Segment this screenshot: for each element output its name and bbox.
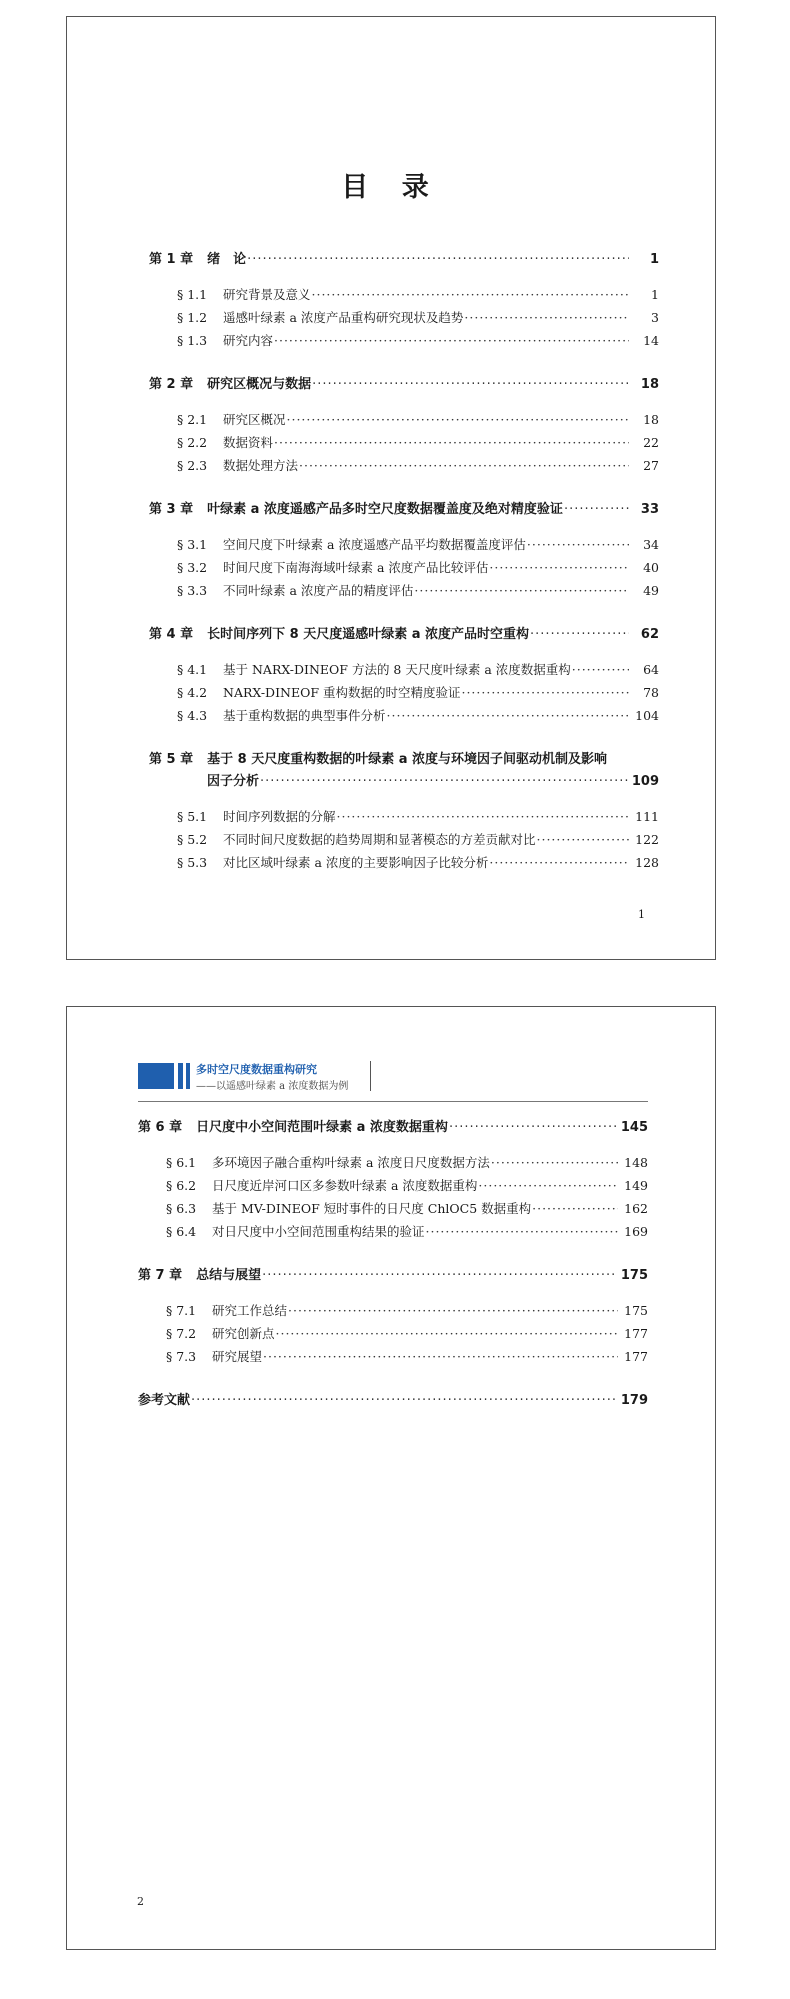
leader-dots (530, 624, 629, 646)
section-number: § 1.2 (177, 310, 208, 325)
section-number: § 4.1 (177, 662, 208, 677)
leader-dots (312, 283, 629, 306)
leader-dots (288, 1299, 618, 1322)
leader-dots (260, 771, 628, 793)
chapter-entry[interactable] (138, 1265, 648, 1287)
references-page: 179 (620, 1393, 648, 1408)
chapter-title: 长时间序列下 8 天尺度遥感叶绿素 a 浓度产品时空重构 (207, 627, 530, 642)
section-page: 122 (635, 832, 659, 847)
leader-dots (263, 1345, 618, 1368)
leader-dots (262, 1265, 617, 1287)
leader-dots (387, 704, 629, 727)
chapter-entry[interactable] (149, 749, 659, 793)
section-title: 研究背景及意义 (223, 287, 311, 302)
section-page: 1 (651, 287, 659, 302)
section-entry[interactable] (149, 408, 659, 431)
leader-dots (491, 1151, 618, 1174)
section-entry[interactable] (138, 1345, 648, 1368)
section-entry[interactable] (138, 1151, 648, 1174)
section-entry[interactable] (149, 306, 659, 329)
section-number: § 2.1 (177, 412, 208, 427)
section-page: 14 (643, 333, 659, 348)
section-page: 3 (651, 310, 659, 325)
section-entry[interactable] (149, 851, 659, 874)
section-entry[interactable] (149, 329, 659, 352)
section-page: 40 (643, 560, 659, 575)
chapter-number: 第 6 章 (138, 1120, 183, 1135)
toc-page-2 (66, 1006, 716, 1950)
section-page: 162 (624, 1201, 648, 1216)
chapter-entry[interactable] (149, 374, 659, 396)
header-book-subtitle: ——以遥感叶绿素 a 浓度数据为例 (196, 1081, 349, 1092)
section-number: § 5.3 (177, 855, 208, 870)
running-header (138, 1059, 648, 1109)
section-title: 对日尺度中小空间范围重构结果的验证 (212, 1224, 425, 1239)
section-number: § 7.1 (166, 1303, 197, 1318)
chapter-page: 18 (640, 377, 659, 392)
section-title: 基于 NARX-DINEOF 方法的 8 天尺度叶绿素 a 浓度数据重构 (223, 662, 571, 677)
leader-dots (564, 499, 629, 521)
section-title: 研究展望 (212, 1349, 263, 1364)
leader-dots (449, 1117, 617, 1139)
toc-list (149, 249, 659, 874)
leader-dots (461, 681, 629, 704)
chapter-page: 175 (620, 1268, 648, 1283)
chapter-number: 第 3 章 (149, 502, 194, 517)
section-page: 169 (624, 1224, 648, 1239)
chapter-title: 叶绿素 a 浓度遥感产品多时空尺度数据覆盖度及绝对精度验证 (207, 502, 563, 517)
leader-dots (464, 306, 629, 329)
section-number: § 2.3 (177, 458, 208, 473)
section-entry[interactable] (149, 704, 659, 727)
chapter-number: 第 1 章 (149, 252, 194, 267)
chapter-page: 33 (640, 502, 659, 517)
section-number: § 6.4 (166, 1224, 197, 1239)
leader-dots (527, 533, 629, 556)
section-page: 128 (635, 855, 659, 870)
leader-dots (299, 454, 629, 477)
chapter-number: 第 7 章 (138, 1268, 183, 1283)
section-entry[interactable] (149, 658, 659, 681)
section-title: 空间尺度下叶绿素 a 浓度遥感产品平均数据覆盖度评估 (223, 537, 526, 552)
section-entry[interactable] (149, 454, 659, 477)
chapter-title: 总结与展望 (196, 1268, 262, 1283)
section-entry[interactable] (149, 828, 659, 851)
header-rule (138, 1101, 648, 1102)
header-divider (370, 1061, 371, 1091)
chapter-title: 研究区概况与数据 (207, 377, 312, 392)
section-title: NARX-DINEOF 重构数据的时空精度验证 (223, 685, 461, 700)
header-bar-logo (138, 1063, 174, 1089)
chapter-entry[interactable] (149, 499, 659, 521)
leader-dots (478, 1174, 618, 1197)
chapter-title: 绪 论 (207, 252, 247, 267)
section-entry[interactable] (149, 533, 659, 556)
section-entry[interactable] (149, 579, 659, 602)
section-entry[interactable] (149, 431, 659, 454)
chapter-entry[interactable] (149, 249, 659, 271)
leader-dots (572, 658, 629, 681)
section-entry[interactable] (149, 556, 659, 579)
section-number: § 3.2 (177, 560, 208, 575)
section-page: 78 (643, 685, 659, 700)
section-entry[interactable] (138, 1220, 648, 1243)
section-title: 数据资料 (223, 435, 274, 450)
leader-dots (276, 1322, 618, 1345)
section-title: 研究工作总结 (212, 1303, 288, 1318)
chapter-title-continued: 因子分析 (207, 774, 260, 789)
section-title: 遥感叶绿素 a 浓度产品重构研究现状及趋势 (223, 310, 464, 325)
leader-dots (532, 1197, 618, 1220)
page-number: 1 (638, 908, 645, 921)
section-entry[interactable] (138, 1322, 648, 1345)
header-bar-stripe (186, 1063, 190, 1089)
header-book-title: 多时空尺度数据重构研究 (196, 1063, 317, 1076)
section-number: § 4.3 (177, 708, 208, 723)
chapter-page: 109 (631, 774, 659, 789)
section-title: 研究区概况 (223, 412, 286, 427)
section-title: 基于重构数据的典型事件分析 (223, 708, 386, 723)
section-entry[interactable] (138, 1197, 648, 1220)
leader-dots (274, 329, 629, 352)
leader-dots (191, 1390, 617, 1412)
section-number: § 5.1 (177, 809, 208, 824)
section-page: 149 (624, 1178, 648, 1193)
section-title: 基于 MV-DINEOF 短时事件的日尺度 ChlOC5 数据重构 (212, 1201, 532, 1216)
section-title: 不同叶绿素 a 浓度产品的精度评估 (223, 583, 414, 598)
section-page: 177 (624, 1326, 648, 1341)
page-number: 2 (137, 1895, 144, 1908)
section-number: § 1.1 (177, 287, 208, 302)
leader-dots (489, 556, 629, 579)
section-page: 64 (643, 662, 659, 677)
toc-title: 目 录 (341, 172, 441, 203)
section-number: § 3.1 (177, 537, 208, 552)
toc-list (138, 1117, 648, 1412)
section-title: 研究内容 (223, 333, 274, 348)
chapter-page: 62 (640, 627, 659, 642)
section-page: 175 (624, 1303, 648, 1318)
section-title: 对比区域叶绿素 a 浓度的主要影响因子比较分析 (223, 855, 489, 870)
chapter-entry[interactable] (149, 624, 659, 646)
section-title: 时间序列数据的分解 (223, 809, 336, 824)
section-page: 22 (643, 435, 659, 450)
section-entry[interactable] (138, 1299, 648, 1322)
section-page: 18 (643, 412, 659, 427)
section-title: 不同时间尺度数据的趋势周期和显著模态的方差贡献对比 (223, 832, 536, 847)
section-page: 111 (635, 809, 659, 824)
chapter-page: 145 (620, 1120, 648, 1135)
section-title: 数据处理方法 (223, 458, 299, 473)
header-bar-stripe (178, 1063, 183, 1089)
section-number: § 4.2 (177, 685, 208, 700)
references-title: 参考文献 (138, 1393, 191, 1408)
chapter-title: 日尺度中小空间范围叶绿素 a 浓度数据重构 (196, 1120, 448, 1135)
leader-dots (426, 1220, 618, 1243)
section-entry[interactable] (149, 805, 659, 828)
section-number: § 6.3 (166, 1201, 197, 1216)
section-number: § 5.2 (177, 832, 208, 847)
leader-dots (287, 408, 629, 431)
section-title: 多环境因子融合重构叶绿素 a 浓度日尺度数据方法 (212, 1155, 490, 1170)
leader-dots (312, 374, 629, 396)
section-number: § 3.3 (177, 583, 208, 598)
leader-dots (537, 828, 629, 851)
section-page: 27 (643, 458, 659, 473)
chapter-number: 第 2 章 (149, 377, 194, 392)
section-entry[interactable] (149, 681, 659, 704)
section-page: 177 (624, 1349, 648, 1364)
chapter-number: 第 5 章 (149, 752, 194, 767)
section-entry[interactable] (138, 1174, 648, 1197)
chapter-number: 第 4 章 (149, 627, 194, 642)
leader-dots (414, 579, 629, 602)
section-title: 时间尺度下南海海域叶绿素 a 浓度产品比较评估 (223, 560, 489, 575)
references-entry[interactable] (138, 1390, 648, 1412)
section-page: 148 (624, 1155, 648, 1170)
leader-dots (489, 851, 629, 874)
section-number: § 2.2 (177, 435, 208, 450)
leader-dots (247, 249, 629, 271)
section-number: § 1.3 (177, 333, 208, 348)
chapter-page: 1 (649, 252, 659, 267)
section-number: § 7.2 (166, 1326, 197, 1341)
leader-dots (337, 805, 629, 828)
toc-page-1 (66, 16, 716, 960)
section-entry[interactable] (149, 283, 659, 306)
chapter-entry[interactable] (138, 1117, 648, 1139)
section-title: 日尺度近岸河口区多参数叶绿素 a 浓度数据重构 (212, 1178, 478, 1193)
section-title: 研究创新点 (212, 1326, 275, 1341)
chapter-title: 基于 8 天尺度重构数据的叶绿素 a 浓度与环境因子间驱动机制及影响 (207, 752, 608, 767)
leader-dots (274, 431, 629, 454)
section-page: 34 (643, 537, 659, 552)
section-page: 49 (643, 583, 659, 598)
section-page: 104 (635, 708, 659, 723)
section-number: § 7.3 (166, 1349, 197, 1364)
section-number: § 6.1 (166, 1155, 197, 1170)
section-number: § 6.2 (166, 1178, 197, 1193)
